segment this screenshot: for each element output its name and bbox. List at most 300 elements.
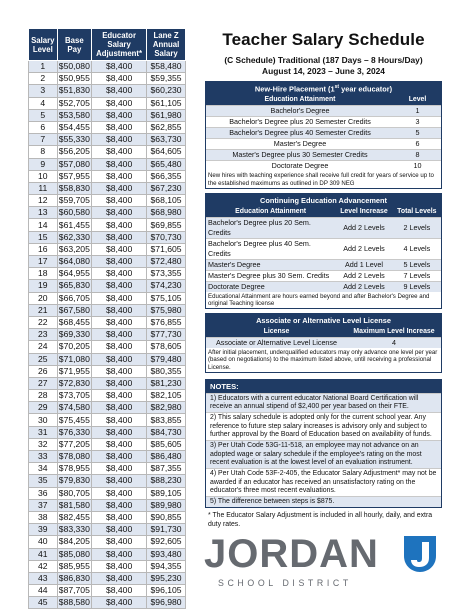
footnote: * The Educator Salary Adjustment is included in all hourly, daily, and extra duty rates. bbox=[208, 512, 433, 528]
annual-salary-cell: $95,230 bbox=[147, 572, 186, 584]
annual-salary-cell: $75,105 bbox=[147, 292, 186, 304]
salary-level-cell: 38 bbox=[29, 511, 58, 523]
annual-salary-cell: $73,355 bbox=[147, 268, 186, 280]
adjustment-cell: $8,400 bbox=[92, 97, 147, 109]
note-item: 3) Per Utah Code 53G-11-518, an employee may not advance on an adopted wage or salary schedule if the employee's rating on the most recent evaluation is at the lowest level of an evaluation instrument. bbox=[206, 440, 441, 468]
salary-level-cell: 45 bbox=[29, 597, 58, 609]
annual-salary-cell: $96,980 bbox=[147, 597, 186, 609]
annual-salary-cell: $61,980 bbox=[147, 109, 186, 121]
base-pay-cell: $77,205 bbox=[58, 438, 90, 449]
salary-row bbox=[29, 499, 186, 511]
adjustment-cell: $8,400 bbox=[92, 560, 147, 572]
salary-row bbox=[29, 268, 186, 280]
salary-row bbox=[29, 536, 186, 548]
salary-level-cell: 40 bbox=[29, 536, 58, 548]
salary-level-cell: 25 bbox=[29, 353, 58, 365]
annual-salary-cell: $82,980 bbox=[147, 402, 186, 414]
salary-row bbox=[29, 426, 186, 438]
adjustment-cell: $8,400 bbox=[92, 438, 147, 450]
adjustment-cell: $8,400 bbox=[92, 292, 147, 304]
salary-row bbox=[29, 109, 186, 121]
annual-salary-cell: $86,480 bbox=[147, 451, 186, 463]
base-pay-cell: $71,955 bbox=[58, 365, 90, 376]
annual-salary-cell: $71,605 bbox=[147, 243, 186, 255]
alt-license-max: 4 bbox=[347, 338, 441, 349]
adjustment-cell: $8,400 bbox=[92, 85, 147, 97]
advancement-table bbox=[206, 207, 441, 292]
salary-row bbox=[29, 134, 186, 146]
salary-row bbox=[29, 377, 186, 389]
notes-title: NOTES: bbox=[206, 380, 441, 393]
advancement-box bbox=[205, 193, 442, 309]
salary-level-cell: 22 bbox=[29, 316, 58, 328]
salary-row bbox=[29, 97, 186, 109]
base-pay-cell: $68,455 bbox=[58, 317, 90, 328]
adjustment-cell: $8,400 bbox=[92, 195, 147, 207]
salary-row bbox=[29, 475, 186, 487]
salary-level-cell: 13 bbox=[29, 207, 58, 219]
adjustment-cell: $8,400 bbox=[92, 585, 147, 597]
base-pay-cell: $66,705 bbox=[58, 292, 90, 303]
base-pay-cell: $85,955 bbox=[58, 560, 90, 571]
annual-salary-cell: $68,980 bbox=[147, 207, 186, 219]
adjustment-cell: $8,400 bbox=[92, 377, 147, 389]
alt-license-title: Associate or Alternative Level License bbox=[206, 314, 441, 327]
salary-level-cell: 33 bbox=[29, 451, 58, 463]
new-hire-row bbox=[206, 128, 441, 139]
base-pay-cell: $82,455 bbox=[58, 512, 90, 523]
adjustment-cell: $8,400 bbox=[92, 597, 147, 609]
adjustment-cell: $8,400 bbox=[92, 390, 147, 402]
new-hire-row bbox=[206, 150, 441, 161]
adjustment-cell: $8,400 bbox=[92, 499, 147, 511]
salary-row bbox=[29, 548, 186, 560]
annual-salary-cell: $67,230 bbox=[147, 182, 186, 194]
note-item: 5) The difference between steps is $875. bbox=[206, 496, 441, 507]
salary-level-cell: 18 bbox=[29, 268, 58, 280]
annual-salary-cell: $84,730 bbox=[147, 426, 186, 438]
salary-row bbox=[29, 85, 186, 97]
base-pay-cell: $53,580 bbox=[58, 109, 90, 120]
salary-level-cell: 21 bbox=[29, 304, 58, 316]
base-pay-cell: $70,205 bbox=[58, 341, 90, 352]
salary-level-cell: 32 bbox=[29, 438, 58, 450]
salary-row bbox=[29, 61, 186, 73]
advancement-increase: Add 2 Levels bbox=[335, 270, 392, 281]
salary-level-cell: 6 bbox=[29, 121, 58, 133]
new-hire-attainment: Master's Degree plus 30 Semester Credits bbox=[206, 150, 394, 161]
annual-salary-cell: $65,480 bbox=[147, 158, 186, 170]
salary-level-cell: 16 bbox=[29, 243, 58, 255]
base-pay-cell: $84,205 bbox=[58, 536, 90, 547]
new-hire-title: New-Hire Placement (1st year educator) bbox=[206, 82, 441, 95]
adjustment-cell: $8,400 bbox=[92, 280, 147, 292]
advancement-row bbox=[206, 238, 441, 259]
annual-salary-cell: $90,855 bbox=[147, 511, 186, 523]
adjustment-cell: $8,400 bbox=[92, 426, 147, 438]
adjustment-cell: $8,400 bbox=[92, 536, 147, 548]
salary-row bbox=[29, 121, 186, 133]
salary-row bbox=[29, 316, 186, 328]
annual-salary-cell: $59,355 bbox=[147, 73, 186, 85]
annual-salary-cell: $88,230 bbox=[147, 475, 186, 487]
salary-level-cell: 27 bbox=[29, 377, 58, 389]
salary-level-cell: 10 bbox=[29, 170, 58, 182]
salary-row bbox=[29, 182, 186, 194]
annual-salary-cell: $58,480 bbox=[147, 61, 186, 73]
salary-level-cell: 26 bbox=[29, 365, 58, 377]
salary-row bbox=[29, 463, 186, 475]
salary-level-cell: 34 bbox=[29, 463, 58, 475]
salary-level-cell: 37 bbox=[29, 499, 58, 511]
annual-salary-cell: $92,605 bbox=[147, 536, 186, 548]
header-base-pay: Base Pay bbox=[57, 29, 91, 61]
adjustment-cell: $8,400 bbox=[92, 414, 147, 426]
alt-license-name: Associate or Alternative Level License bbox=[206, 338, 347, 349]
adjustment-cell: $8,400 bbox=[92, 402, 147, 414]
base-pay-cell: $73,705 bbox=[58, 390, 90, 401]
salary-level-cell: 24 bbox=[29, 341, 58, 353]
base-pay-cell: $83,330 bbox=[58, 524, 90, 535]
salary-row bbox=[29, 243, 186, 255]
annual-salary-cell: $85,605 bbox=[147, 438, 186, 450]
alt-license-row bbox=[206, 338, 441, 349]
advancement-row bbox=[206, 270, 441, 281]
salary-level-cell: 28 bbox=[29, 390, 58, 402]
annual-salary-cell: $96,105 bbox=[147, 585, 186, 597]
salary-level-cell: 17 bbox=[29, 256, 58, 268]
annual-salary-cell: $62,855 bbox=[147, 121, 186, 133]
base-pay-cell: $85,080 bbox=[58, 548, 90, 559]
salary-table-header bbox=[29, 29, 186, 61]
adjustment-cell: $8,400 bbox=[92, 451, 147, 463]
annual-salary-cell: $69,855 bbox=[147, 219, 186, 231]
base-pay-cell: $54,455 bbox=[58, 122, 90, 133]
base-pay-cell: $64,080 bbox=[58, 256, 90, 267]
note-item: 2) This salary schedule is adopted only for the current school year. Any reference to future step salary increases is advisory only and subject to further approval by the Board of Education based on availability of funds. bbox=[206, 412, 441, 440]
adjustment-cell: $8,400 bbox=[92, 109, 147, 121]
note-item: 4) Per Utah Code 53F-2-405, the Educator Salary Adjustment* may not be awarded if an educator has received an unsatisfactory rating on the educator's three most recent evaluations. bbox=[206, 468, 441, 496]
advancement-note: Educational Attainment are hours earned beyond and after Bachelor's Degree and original Teaching license bbox=[206, 292, 441, 308]
salary-level-cell: 7 bbox=[29, 134, 58, 146]
salary-row bbox=[29, 585, 186, 597]
base-pay-cell: $79,830 bbox=[58, 475, 90, 486]
new-hire-attainment: Bachelor's Degree plus 20 Semester Credits bbox=[206, 117, 394, 128]
salary-level-cell: 41 bbox=[29, 548, 58, 560]
base-pay-cell: $50,955 bbox=[58, 73, 90, 84]
base-pay-cell: $88,580 bbox=[58, 597, 90, 608]
advancement-attainment: Master's Degree bbox=[206, 259, 335, 270]
annual-salary-cell: $81,230 bbox=[147, 377, 186, 389]
salary-level-cell: 43 bbox=[29, 572, 58, 584]
notes-box bbox=[205, 379, 442, 509]
adjustment-cell: $8,400 bbox=[92, 170, 147, 182]
new-hire-level: 6 bbox=[394, 139, 441, 150]
adjustment-cell: $8,400 bbox=[92, 524, 147, 536]
adjustment-cell: $8,400 bbox=[92, 121, 147, 133]
salary-row bbox=[29, 219, 186, 231]
salary-row bbox=[29, 402, 186, 414]
annual-salary-cell: $89,105 bbox=[147, 487, 186, 499]
new-hire-level: 5 bbox=[394, 128, 441, 139]
salary-level-cell: 29 bbox=[29, 402, 58, 414]
adjustment-cell: $8,400 bbox=[92, 73, 147, 85]
advancement-attainment: Master's Degree plus 30 Sem. Credits bbox=[206, 270, 335, 281]
alt-license-table bbox=[206, 327, 441, 348]
salary-level-cell: 5 bbox=[29, 109, 58, 121]
salary-row bbox=[29, 524, 186, 536]
advancement-attainment: Doctorate Degree bbox=[206, 281, 335, 292]
base-pay-cell: $87,705 bbox=[58, 585, 90, 596]
salary-row bbox=[29, 487, 186, 499]
adjustment-cell: $8,400 bbox=[92, 158, 147, 170]
new-hire-attainment: Bachelor's Degree plus 40 Semester Credits bbox=[206, 128, 394, 139]
salary-row bbox=[29, 256, 186, 268]
new-hire-attainment: Bachelor's Degree bbox=[206, 106, 394, 117]
advancement-col-attainment: Education Attainment bbox=[206, 207, 335, 218]
salary-row bbox=[29, 572, 186, 584]
advancement-row bbox=[206, 217, 441, 238]
advancement-total: 7 Levels bbox=[393, 270, 441, 281]
annual-salary-cell: $78,605 bbox=[147, 341, 186, 353]
advancement-row bbox=[206, 259, 441, 270]
advancement-total: 4 Levels bbox=[393, 238, 441, 259]
advancement-row bbox=[206, 281, 441, 292]
header-salary-level: Salary Level bbox=[29, 29, 58, 61]
schedule-subtitle: (C Schedule) Traditional (187 Days – 8 Hours/Day) bbox=[224, 55, 423, 65]
alt-license-note: After initial placement, underqualified educators may only advance one level per year (based on negotiations) to the maximum listed above, until receiving a professional License. bbox=[206, 348, 441, 372]
salary-level-cell: 9 bbox=[29, 158, 58, 170]
salary-level-cell: 20 bbox=[29, 292, 58, 304]
page-title: Teacher Salary Schedule bbox=[222, 30, 425, 49]
annual-salary-cell: $89,980 bbox=[147, 499, 186, 511]
salary-row bbox=[29, 304, 186, 316]
new-hire-row bbox=[206, 117, 441, 128]
adjustment-cell: $8,400 bbox=[92, 182, 147, 194]
annual-salary-cell: $87,355 bbox=[147, 463, 186, 475]
annual-salary-cell: $94,355 bbox=[147, 560, 186, 572]
new-hire-row bbox=[206, 161, 441, 172]
annual-salary-cell: $63,730 bbox=[147, 134, 186, 146]
new-hire-col-attainment: Education Attainment bbox=[206, 95, 394, 106]
adjustment-cell: $8,400 bbox=[92, 134, 147, 146]
new-hire-level: 3 bbox=[394, 117, 441, 128]
base-pay-cell: $52,705 bbox=[58, 97, 90, 108]
new-hire-note: New hires with teaching experience shall receive full credit for years of service up to the established maximums as outlined in DP 309 NEG bbox=[206, 171, 441, 187]
advancement-col-total: Total Levels bbox=[393, 207, 441, 218]
adjustment-cell: $8,400 bbox=[92, 316, 147, 328]
base-pay-cell: $81,580 bbox=[58, 499, 90, 510]
annual-salary-cell: $64,605 bbox=[147, 146, 186, 158]
base-pay-cell: $62,330 bbox=[58, 231, 90, 242]
salary-row bbox=[29, 341, 186, 353]
adjustment-cell: $8,400 bbox=[92, 304, 147, 316]
alt-license-col-license: License bbox=[206, 327, 347, 338]
logo-wordmark: JORDAN bbox=[204, 532, 379, 576]
advancement-title: Continuing Education Advancement bbox=[206, 194, 441, 207]
annual-salary-cell: $61,105 bbox=[147, 97, 186, 109]
new-hire-row bbox=[206, 106, 441, 117]
advancement-increase: Add 1 Level bbox=[335, 259, 392, 270]
header-educator-adjustment: Educator Salary Adjustment* bbox=[92, 29, 147, 61]
new-hire-level: 8 bbox=[394, 150, 441, 161]
advancement-increase: Add 2 Levels bbox=[335, 281, 392, 292]
salary-level-cell: 35 bbox=[29, 475, 58, 487]
annual-salary-cell: $68,105 bbox=[147, 195, 186, 207]
advancement-col-increase: Level Increase bbox=[335, 207, 392, 218]
salary-level-cell: 15 bbox=[29, 231, 58, 243]
salary-row bbox=[29, 292, 186, 304]
salary-level-cell: 11 bbox=[29, 182, 58, 194]
advancement-total: 5 Levels bbox=[393, 259, 441, 270]
salary-row bbox=[29, 207, 186, 219]
salary-row bbox=[29, 329, 186, 341]
base-pay-cell: $65,830 bbox=[58, 280, 90, 291]
advancement-attainment: Bachelor's Degree plus 40 Sem. Credits bbox=[206, 238, 335, 259]
adjustment-cell: $8,400 bbox=[92, 511, 147, 523]
base-pay-cell: $72,830 bbox=[58, 377, 90, 388]
base-pay-cell: $57,080 bbox=[58, 158, 90, 169]
salary-row bbox=[29, 73, 186, 85]
salary-row bbox=[29, 365, 186, 377]
base-pay-cell: $55,330 bbox=[58, 134, 90, 145]
adjustment-cell: $8,400 bbox=[92, 146, 147, 158]
salary-row bbox=[29, 280, 186, 292]
salary-row bbox=[29, 170, 186, 182]
adjustment-cell: $8,400 bbox=[92, 475, 147, 487]
j-shield-icon bbox=[402, 534, 438, 574]
adjustment-cell: $8,400 bbox=[92, 572, 147, 584]
note-item: 1) Educators with a current educator National Board Certification will receive an annual stipend of $2,400 per year based on their FTE. bbox=[206, 393, 441, 413]
base-pay-cell: $67,580 bbox=[58, 304, 90, 315]
adjustment-cell: $8,400 bbox=[92, 463, 147, 475]
salary-row bbox=[29, 158, 186, 170]
annual-salary-cell: $66,355 bbox=[147, 170, 186, 182]
salary-row bbox=[29, 146, 186, 158]
adjustment-cell: $8,400 bbox=[92, 256, 147, 268]
new-hire-attainment: Doctorate Degree bbox=[206, 161, 394, 172]
salary-row bbox=[29, 390, 186, 402]
salary-row bbox=[29, 511, 186, 523]
salary-level-cell: 31 bbox=[29, 426, 58, 438]
base-pay-cell: $86,830 bbox=[58, 572, 90, 583]
advancement-increase: Add 2 Levels bbox=[335, 238, 392, 259]
salary-level-cell: 36 bbox=[29, 487, 58, 499]
adjustment-cell: $8,400 bbox=[92, 219, 147, 231]
alt-license-box bbox=[205, 313, 442, 373]
base-pay-cell: $74,580 bbox=[58, 402, 90, 413]
salary-row bbox=[29, 195, 186, 207]
new-hire-col-level: Level bbox=[394, 95, 441, 106]
base-pay-cell: $59,705 bbox=[58, 195, 90, 206]
annual-salary-cell: $76,855 bbox=[147, 316, 186, 328]
base-pay-cell: $51,830 bbox=[58, 85, 90, 96]
new-hire-row bbox=[206, 139, 441, 150]
salary-level-cell: 3 bbox=[29, 85, 58, 97]
salary-level-cell: 39 bbox=[29, 524, 58, 536]
salary-level-cell: 23 bbox=[29, 329, 58, 341]
salary-row bbox=[29, 451, 186, 463]
new-hire-table bbox=[206, 95, 441, 171]
base-pay-cell: $78,080 bbox=[58, 451, 90, 462]
salary-level-cell: 2 bbox=[29, 73, 58, 85]
salary-table bbox=[28, 28, 186, 609]
salary-row bbox=[29, 560, 186, 572]
jordan-logo bbox=[204, 534, 444, 594]
new-hire-box bbox=[205, 81, 442, 189]
salary-level-cell: 44 bbox=[29, 585, 58, 597]
adjustment-cell: $8,400 bbox=[92, 365, 147, 377]
alt-license-col-max: Maximum Level Increase bbox=[347, 327, 441, 338]
advancement-total: 9 Levels bbox=[393, 281, 441, 292]
salary-row bbox=[29, 231, 186, 243]
salary-level-cell: 19 bbox=[29, 280, 58, 292]
adjustment-cell: $8,400 bbox=[92, 353, 147, 365]
base-pay-cell: $60,580 bbox=[58, 207, 90, 218]
base-pay-cell: $50,080 bbox=[58, 61, 90, 72]
annual-salary-cell: $75,980 bbox=[147, 304, 186, 316]
base-pay-cell: $80,705 bbox=[58, 487, 90, 498]
adjustment-cell: $8,400 bbox=[92, 329, 147, 341]
salary-level-cell: 8 bbox=[29, 146, 58, 158]
adjustment-cell: $8,400 bbox=[92, 268, 147, 280]
base-pay-cell: $57,955 bbox=[58, 170, 90, 181]
base-pay-cell: $63,205 bbox=[58, 243, 90, 254]
advancement-total: 2 Levels bbox=[393, 217, 441, 238]
annual-salary-cell: $82,105 bbox=[147, 390, 186, 402]
right-column bbox=[205, 28, 442, 529]
annual-salary-cell: $80,355 bbox=[147, 365, 186, 377]
salary-level-cell: 1 bbox=[29, 61, 58, 73]
schedule-dates: August 14, 2023 – June 3, 2024 bbox=[262, 66, 385, 76]
new-hire-level: 10 bbox=[394, 161, 441, 172]
base-pay-cell: $71,080 bbox=[58, 353, 90, 364]
salary-level-cell: 4 bbox=[29, 97, 58, 109]
adjustment-cell: $8,400 bbox=[92, 487, 147, 499]
adjustment-cell: $8,400 bbox=[92, 243, 147, 255]
base-pay-cell: $78,955 bbox=[58, 463, 90, 474]
annual-salary-cell: $70,730 bbox=[147, 231, 186, 243]
salary-level-cell: 12 bbox=[29, 195, 58, 207]
annual-salary-cell: $93,480 bbox=[147, 548, 186, 560]
logo-subtext: SCHOOL DISTRICT bbox=[218, 578, 352, 588]
base-pay-cell: $69,330 bbox=[58, 329, 90, 340]
salary-row bbox=[29, 414, 186, 426]
annual-salary-cell: $79,480 bbox=[147, 353, 186, 365]
annual-salary-cell: $77,730 bbox=[147, 329, 186, 341]
base-pay-cell: $76,330 bbox=[58, 426, 90, 437]
salary-row bbox=[29, 597, 186, 609]
new-hire-level: 1 bbox=[394, 106, 441, 117]
base-pay-cell: $61,455 bbox=[58, 219, 90, 230]
adjustment-cell: $8,400 bbox=[92, 61, 147, 73]
base-pay-cell: $58,830 bbox=[58, 182, 90, 193]
annual-salary-cell: $74,230 bbox=[147, 280, 186, 292]
new-hire-attainment: Master's Degree bbox=[206, 139, 394, 150]
salary-level-cell: 42 bbox=[29, 560, 58, 572]
annual-salary-cell: $60,230 bbox=[147, 85, 186, 97]
annual-salary-cell: $91,730 bbox=[147, 524, 186, 536]
adjustment-cell: $8,400 bbox=[92, 548, 147, 560]
advancement-increase: Add 2 Levels bbox=[335, 217, 392, 238]
advancement-attainment: Bachelor's Degree plus 20 Sem. Credits bbox=[206, 217, 335, 238]
adjustment-cell: $8,400 bbox=[92, 231, 147, 243]
salary-level-cell: 30 bbox=[29, 414, 58, 426]
salary-row bbox=[29, 353, 186, 365]
annual-salary-cell: $72,480 bbox=[147, 256, 186, 268]
header-lane-z-salary: Lane Z Annual Salary bbox=[147, 29, 186, 61]
adjustment-cell: $8,400 bbox=[92, 341, 147, 353]
